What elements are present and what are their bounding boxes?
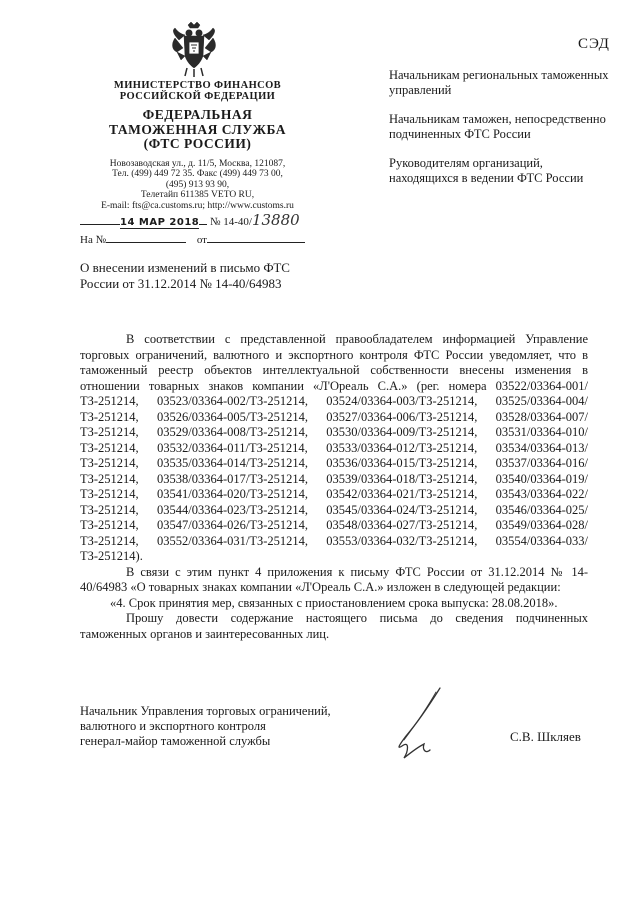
date-underline [80,224,120,225]
service-name [80,108,315,152]
from-label: от [196,234,207,246]
date-stamp: 14 МАР 2018 [120,217,200,228]
document-system-mark: СЭД [578,36,610,52]
letter-subject: О внесении изменений в письмо ФТС России от 31.12.2014 № 14-40/64983 [80,260,290,291]
service-line: ТАМОЖЕННАЯ СЛУЖБА [109,121,286,137]
reply-reference-line [80,234,305,246]
signatory-title-line: генерал-майор таможенной службы [80,734,271,748]
reply-underline [106,242,186,243]
registration-line [80,211,320,229]
reply-label: На № [80,234,107,246]
handwritten-number: 13880 [251,211,300,229]
body-paragraph: «4. Срок принятия мер, связанных с приостановлением срока выпуска: 28.08.2018». [110,595,558,610]
service-line: (ФТС РОССИИ) [143,136,252,151]
addressee: Начальникам таможен, непосредственно подчиненных ФТС России [389,112,606,141]
ministry-name [80,80,315,102]
coat-of-arms-icon [171,22,217,78]
teletype: Телетайп 611385 VETO RU, [140,190,255,200]
body-paragraph: В соответствии с представленной правообладателем информацией Управление торговых ограничений, валютного и экспортного контроля ФТС России уведомляет, что в таможенный реестр объектов интеллектуальной собственности внесены изменения в отношении товарных знаков компании «Л'Ореаль С.А.» (рег. номера 03522/03364-001/ТЗ-251214, 03523/03364-002/ТЗ-251214, 03524/03364-003/ТЗ-251214, 03525/03364-004/ТЗ-251214, 03526/03364-005/ТЗ-251214, 03527/03364-006/ТЗ-251214, 03528/03364-007/ТЗ-251214, 03529/03364-008/ТЗ-251214, 03530/03364-009/ТЗ-251214, 03531/03364-010/ТЗ-251214, 03532/03364-011/ТЗ-251214, 03533/03364-012/ТЗ-251214, 03534/03364-013/ТЗ-251214, 03535/03364-014/ТЗ-251214, 03536/03364-015/ТЗ-251214, 03537/03364-016/ТЗ-251214, 03538/03364-017/ТЗ-251214, 03539/03364-018/ТЗ-251214, 03540/03364-019/ТЗ-251214, 03541/03364-020/ТЗ-251214, 03542/03364-021/ТЗ-251214, 03543/03364-022/ТЗ-251214, 03544/03364-023/ТЗ-251214, 03545/03364-024/ТЗ-251214, 03546/03364-025/ТЗ-251214, 03547/03364-026/ТЗ-251214, 03548/03364-027/ТЗ-251214, 03549/03364-028/ТЗ-251214, 03552/03364-031/ТЗ-251214, 03553/03364-032/ТЗ-251214, 03554/03364-033/ТЗ-251214). [80,332,588,563]
signatory-title-line: Начальник Управления торговых ограничений, [80,704,331,718]
addressee: Начальникам региональных таможенных управлений [389,68,609,97]
ministry-line: РОССИЙСКОЙ ФЕДЕРАЦИИ [119,91,276,102]
service-line: ФЕДЕРАЛЬНАЯ [142,107,253,122]
phone: Тел. (499) 449 72 35. Факс (499) 449 73 00, [112,169,283,179]
contact-details [80,159,315,212]
letter-body [80,332,588,642]
body-paragraph: В связи с этим пункт 4 приложения к письму ФТС России от 31.12.2014 № 14-40/64983 «О товарных знаках компании «Л'Ореаль С.А.» изложен в следующей редакции: [80,564,588,594]
body-paragraph: Прошу довести содержание настоящего письма до сведения подчиненных таможенных органов и заинтересованных лиц. [80,611,588,641]
handwritten-signature [370,684,480,764]
address: Новозаводская ул., д. 11/5, Москва, 121087, [109,158,286,169]
addressee: Руководителям организаций, находящихся в ведении ФТС России [389,156,584,185]
signatory-name: С.В. Шкляев [510,729,581,744]
phone: (495) 913 93 90, [165,179,230,190]
signatory-title [80,704,370,749]
sender-header [80,80,315,211]
addressee-block [389,68,609,200]
outgoing-number-label: № 14-40/ [209,216,252,228]
date-underline [199,224,207,225]
email-web: E-mail: fts@ca.customs.ru; http://www.customs.ru [101,200,294,211]
from-underline [207,242,305,243]
signatory-title-line: валютного и экспортного контроля [80,719,266,733]
ministry-line: МИНИСТЕРСТВО ФИНАНСОВ [113,80,282,91]
